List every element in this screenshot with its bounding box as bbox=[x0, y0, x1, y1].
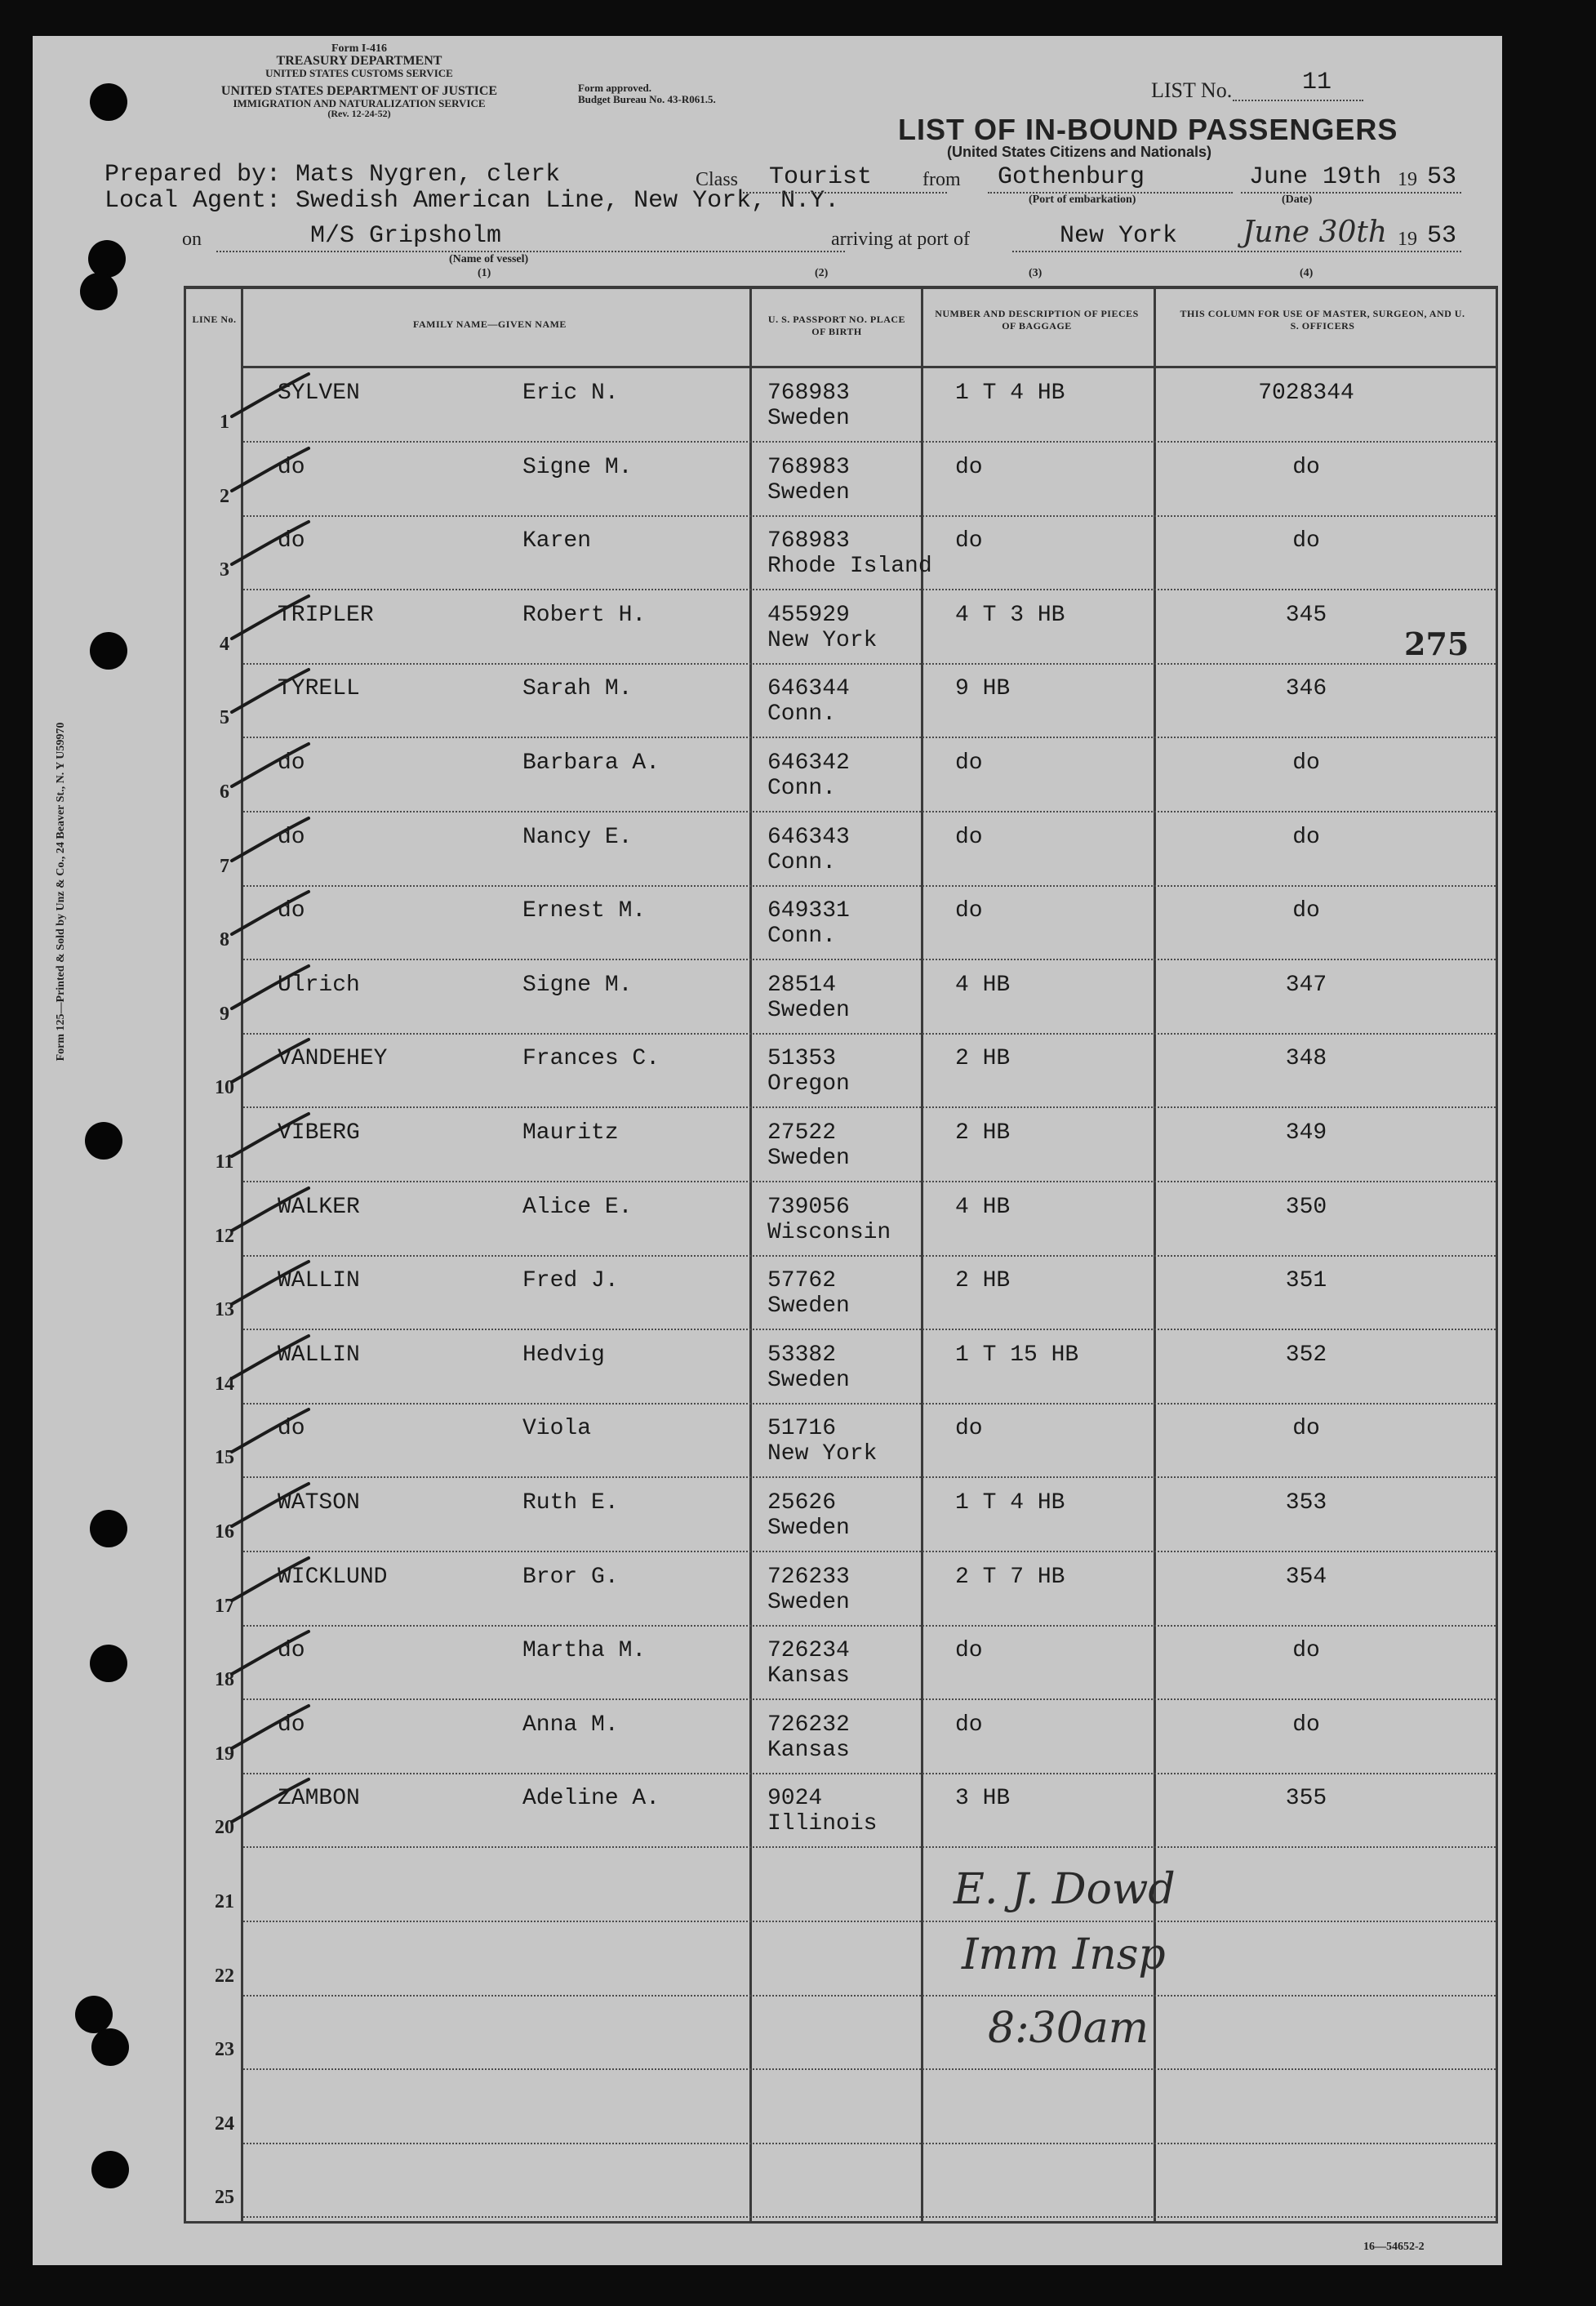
table-row bbox=[33, 961, 1502, 1035]
caption-2: (2) bbox=[815, 267, 829, 279]
table-row bbox=[33, 369, 1502, 443]
footer-code: 16—54652-2 bbox=[1363, 2241, 1425, 2253]
family-name: VANDEHEY bbox=[278, 1046, 388, 1072]
check-mark-icon bbox=[225, 371, 315, 420]
family-name: WICKLUND bbox=[278, 1564, 388, 1590]
baggage: 4 T 3 HB bbox=[955, 602, 1065, 628]
passport-birth bbox=[767, 1712, 850, 1763]
baggage: do bbox=[955, 1416, 983, 1442]
officer-entry: do bbox=[1292, 454, 1320, 480]
table-row bbox=[33, 443, 1502, 517]
officer-entry: 347 bbox=[1285, 972, 1327, 998]
table-row bbox=[33, 1183, 1502, 1257]
officer-entry: do bbox=[1292, 824, 1320, 850]
vessel-line bbox=[216, 251, 845, 252]
passport-number: 646343 bbox=[767, 824, 850, 850]
baggage: do bbox=[955, 824, 983, 850]
row-rule bbox=[243, 2216, 1496, 2218]
family-name: do bbox=[278, 528, 305, 554]
family-name: do bbox=[278, 750, 305, 776]
line-number: 19 bbox=[215, 1743, 234, 1765]
officer-entry: do bbox=[1292, 898, 1320, 924]
dept-line1: TREASURY DEPARTMENT bbox=[276, 54, 442, 68]
given-name: Alice E. bbox=[522, 1194, 633, 1220]
table-row bbox=[33, 517, 1502, 590]
passport-number: 739056 bbox=[767, 1194, 850, 1220]
given-name: Ernest M. bbox=[522, 898, 647, 924]
place-of-birth: Sweden bbox=[767, 1367, 850, 1393]
given-name: Karen bbox=[522, 528, 592, 554]
line-number: 23 bbox=[215, 2039, 234, 2061]
place-of-birth: Kansas bbox=[767, 1663, 850, 1689]
passport-birth bbox=[767, 528, 932, 579]
passport-number: 28514 bbox=[767, 972, 837, 998]
from-label: from bbox=[922, 169, 961, 190]
table-row bbox=[33, 1109, 1502, 1182]
family-name: WATSON bbox=[278, 1490, 360, 1516]
passport-birth bbox=[767, 973, 850, 1023]
from-value: Gothenburg bbox=[998, 163, 1145, 191]
check-mark-icon bbox=[225, 1703, 315, 1752]
vessel-name: M/S Gripsholm bbox=[310, 222, 502, 250]
place-of-birth: Sweden bbox=[767, 1146, 850, 1171]
officer-entry: 352 bbox=[1285, 1342, 1327, 1368]
table-row bbox=[33, 665, 1502, 738]
page-title: LIST OF IN-BOUND PASSENGERS bbox=[898, 113, 1398, 146]
officer-entry: do bbox=[1292, 1712, 1320, 1738]
place-of-birth: Conn. bbox=[767, 849, 837, 875]
col-header-line-no: LINE No. bbox=[192, 314, 237, 325]
line-number: 10 bbox=[215, 1077, 234, 1099]
printer-side-text: Form 125—Printed & Sold by Unz & Co., 24 Beaver St., N. Y U59970 bbox=[55, 722, 67, 1062]
place-of-birth: Conn. bbox=[767, 701, 837, 728]
passport-number: 768983 bbox=[767, 454, 850, 480]
class-line bbox=[743, 192, 947, 194]
family-name: do bbox=[278, 824, 305, 850]
passport-birth bbox=[767, 750, 850, 801]
passport-number: 53382 bbox=[767, 1342, 837, 1368]
place-of-birth: Illinois bbox=[767, 1811, 878, 1837]
vessel-caption: (Name of vessel) bbox=[449, 253, 529, 265]
officer-entry: 7028344 bbox=[1258, 381, 1354, 406]
line-number: 5 bbox=[220, 707, 229, 729]
passport-number: 726233 bbox=[767, 1564, 850, 1590]
baggage: 2 HB bbox=[955, 1268, 1011, 1294]
given-name: Signe M. bbox=[522, 454, 633, 480]
revision: (Rev. 12-24-52) bbox=[327, 108, 391, 119]
family-name: WALLIN bbox=[278, 1342, 360, 1368]
passport-birth bbox=[767, 825, 850, 875]
passport-birth bbox=[767, 1268, 850, 1319]
given-name: Adeline A. bbox=[522, 1786, 660, 1812]
baggage: do bbox=[955, 1638, 983, 1664]
family-name: VIBERG bbox=[278, 1120, 360, 1146]
family-name: ZAMBON bbox=[278, 1786, 360, 1812]
family-name: Ulrich bbox=[278, 972, 360, 998]
check-mark-icon bbox=[225, 1628, 315, 1677]
passport-birth bbox=[767, 381, 850, 431]
given-name: Eric N. bbox=[522, 381, 619, 406]
col-header-name: FAMILY NAME—GIVEN NAME bbox=[413, 318, 567, 330]
approved-line1: Form approved. bbox=[578, 82, 652, 94]
check-mark-icon bbox=[225, 593, 315, 642]
arrival-port: New York bbox=[1060, 222, 1178, 250]
check-mark-icon bbox=[225, 1258, 315, 1307]
form-id: Form I-416 bbox=[331, 42, 388, 55]
family-name: do bbox=[278, 1712, 305, 1738]
justice-line1: UNITED STATES DEPARTMENT OF JUSTICE bbox=[220, 84, 498, 98]
list-no-label: LIST No. bbox=[1151, 78, 1233, 102]
check-mark-icon bbox=[225, 815, 315, 864]
list-no-value: 11 bbox=[1302, 69, 1332, 96]
line-number: 21 bbox=[215, 1891, 234, 1912]
table-row bbox=[33, 1405, 1502, 1478]
given-name: Viola bbox=[522, 1416, 592, 1442]
check-mark-icon bbox=[225, 888, 315, 937]
place-of-birth: New York bbox=[767, 1441, 878, 1467]
officer-entry: 348 bbox=[1285, 1046, 1327, 1072]
date-caption: (Date) bbox=[1282, 194, 1313, 206]
caption-3: (3) bbox=[1029, 267, 1043, 279]
check-mark-icon bbox=[225, 1111, 315, 1160]
passport-birth bbox=[767, 1195, 891, 1245]
baggage: do bbox=[955, 1712, 983, 1738]
passport-birth bbox=[767, 1786, 877, 1836]
place-of-birth: Conn. bbox=[767, 924, 837, 950]
table-row bbox=[33, 1701, 1502, 1774]
officer-entry: 351 bbox=[1285, 1268, 1327, 1294]
passport-number: 768983 bbox=[767, 381, 850, 406]
check-mark-icon bbox=[225, 1555, 315, 1604]
family-name: do bbox=[278, 1638, 305, 1664]
date-line bbox=[1241, 192, 1461, 194]
officer-entry: do bbox=[1292, 1416, 1320, 1442]
family-name: TYRELL bbox=[278, 676, 360, 702]
table-row bbox=[33, 1331, 1502, 1405]
check-mark-icon bbox=[225, 1406, 315, 1455]
baggage: 2 T 7 HB bbox=[955, 1564, 1065, 1590]
check-mark-icon bbox=[225, 1185, 315, 1234]
given-name: Mauritz bbox=[522, 1120, 619, 1146]
place-of-birth: Kansas bbox=[767, 1737, 850, 1763]
table-top-rule bbox=[184, 286, 1498, 289]
approved-line2: Budget Bureau No. 43-R061.5. bbox=[578, 93, 716, 105]
passport-number: 9024 bbox=[767, 1786, 823, 1812]
passenger-rows bbox=[33, 369, 1502, 2221]
given-name: Frances C. bbox=[522, 1046, 660, 1072]
table-row bbox=[33, 1627, 1502, 1700]
class-label: Class bbox=[696, 169, 739, 190]
baggage: 1 T 15 HB bbox=[955, 1342, 1079, 1368]
place-of-birth: Sweden bbox=[767, 997, 850, 1023]
date-year: 53 bbox=[1427, 163, 1457, 191]
prepared-by: Prepared by: Mats Nygren, clerk bbox=[104, 161, 561, 189]
table-row bbox=[33, 2071, 1502, 2144]
family-name: do bbox=[278, 898, 305, 924]
officer-entry: 345 bbox=[1285, 602, 1327, 628]
line-number: 22 bbox=[215, 1965, 234, 1987]
line-number: 11 bbox=[215, 1151, 234, 1173]
passport-birth bbox=[767, 676, 850, 727]
punch-hole bbox=[90, 83, 127, 121]
line-number: 15 bbox=[215, 1447, 234, 1469]
inspector-signature: E. J. Dowd bbox=[954, 1865, 1176, 1914]
given-name: Sarah M. bbox=[522, 676, 633, 702]
passport-number: 57762 bbox=[767, 1268, 837, 1294]
family-name: TRIPLER bbox=[278, 602, 374, 628]
arrival-date: June 30th bbox=[1243, 216, 1388, 249]
given-name: Hedvig bbox=[522, 1342, 605, 1368]
check-mark-icon bbox=[225, 741, 315, 790]
given-name: Bror G. bbox=[522, 1564, 619, 1590]
passport-number: 768983 bbox=[767, 528, 850, 554]
family-name: WALKER bbox=[278, 1194, 360, 1220]
place-of-birth: Oregon bbox=[767, 1071, 850, 1097]
arriving-label: arriving at port of bbox=[831, 229, 970, 250]
table-row bbox=[33, 813, 1502, 887]
passport-number: 646342 bbox=[767, 750, 850, 776]
family-name: do bbox=[278, 454, 305, 480]
baggage: 1 T 4 HB bbox=[955, 381, 1065, 406]
baggage: 2 HB bbox=[955, 1046, 1011, 1072]
table-row bbox=[33, 1923, 1502, 1997]
line-number: 1 bbox=[220, 412, 229, 433]
line-number: 3 bbox=[220, 559, 229, 581]
caption-1: (1) bbox=[478, 267, 491, 279]
form-page bbox=[33, 36, 1502, 2265]
passport-birth bbox=[767, 1565, 850, 1615]
line-number: 17 bbox=[215, 1595, 234, 1617]
given-name: Anna M. bbox=[522, 1712, 619, 1738]
punch-hole bbox=[80, 273, 118, 310]
baggage: 3 HB bbox=[955, 1786, 1011, 1812]
baggage: do bbox=[955, 898, 983, 924]
passport-number: 25626 bbox=[767, 1490, 837, 1516]
caption-4: (4) bbox=[1300, 267, 1314, 279]
table-row bbox=[33, 887, 1502, 960]
col-header-baggage: NUMBER AND DESCRIPTION OF PIECES OF BAGGAGE bbox=[935, 308, 1139, 332]
family-name: SYLVEN bbox=[278, 381, 360, 406]
line-number: 25 bbox=[215, 2187, 234, 2209]
table-row bbox=[33, 591, 1502, 665]
dept-line2: UNITED STATES CUSTOMS SERVICE bbox=[265, 67, 453, 79]
passport-number: 646344 bbox=[767, 676, 850, 702]
place-of-birth: New York bbox=[767, 627, 878, 653]
officer-entry: 350 bbox=[1285, 1194, 1327, 1220]
line-number: 18 bbox=[215, 1669, 234, 1691]
baggage: 4 HB bbox=[955, 972, 1011, 998]
passport-number: 726232 bbox=[767, 1712, 850, 1738]
officer-entry: 346 bbox=[1285, 676, 1327, 702]
place-of-birth: Sweden bbox=[767, 406, 850, 431]
check-mark-icon bbox=[225, 519, 315, 568]
officer-entry: 353 bbox=[1285, 1490, 1327, 1516]
on-label: on bbox=[182, 229, 202, 250]
table-row bbox=[33, 1035, 1502, 1108]
check-mark-icon bbox=[225, 963, 315, 1012]
family-name: WALLIN bbox=[278, 1268, 360, 1294]
officer-entry: 349 bbox=[1285, 1120, 1327, 1146]
baggage: do bbox=[955, 750, 983, 776]
officer-entry: 354 bbox=[1285, 1564, 1327, 1590]
place-of-birth: Rhode Island bbox=[767, 554, 932, 580]
col-header-officers: THIS COLUMN FOR USE OF MASTER, SURGEON, AND U. S. OFFICERS bbox=[1180, 308, 1465, 332]
place-of-birth: Sweden bbox=[767, 1516, 850, 1541]
header-bottom-rule bbox=[241, 366, 1498, 368]
given-name: Nancy E. bbox=[522, 824, 633, 850]
margin-number: 275 bbox=[1404, 625, 1469, 662]
arrival-line bbox=[1012, 251, 1461, 252]
line-number: 14 bbox=[215, 1373, 234, 1395]
given-name: Fred J. bbox=[522, 1268, 619, 1294]
arrival-year-prefix: 19 bbox=[1398, 229, 1417, 250]
baggage: 9 HB bbox=[955, 676, 1011, 702]
class-value: Tourist bbox=[769, 163, 873, 191]
arrival-year: 53 bbox=[1427, 222, 1457, 250]
line-number: 6 bbox=[220, 781, 229, 803]
passport-birth bbox=[767, 1120, 850, 1171]
officer-entry: do bbox=[1292, 528, 1320, 554]
given-name: Signe M. bbox=[522, 972, 633, 998]
col-header-passport: U. S. PASSPORT NO. PLACE OF BIRTH bbox=[767, 314, 906, 337]
line-number: 7 bbox=[220, 855, 229, 877]
place-of-birth: Sweden bbox=[767, 479, 850, 505]
passport-number: 726234 bbox=[767, 1638, 850, 1664]
line-number: 12 bbox=[215, 1225, 234, 1247]
passport-number: 51353 bbox=[767, 1046, 837, 1072]
table-row bbox=[33, 1553, 1502, 1627]
line-number: 16 bbox=[215, 1521, 234, 1543]
given-name: Barbara A. bbox=[522, 750, 660, 776]
passport-birth bbox=[767, 1046, 850, 1097]
table-row bbox=[33, 1849, 1502, 1922]
place-of-birth: Sweden bbox=[767, 1293, 850, 1320]
officer-entry: do bbox=[1292, 750, 1320, 776]
baggage: do bbox=[955, 528, 983, 554]
table-row bbox=[33, 1479, 1502, 1552]
passport-birth bbox=[767, 1416, 877, 1467]
passport-number: 649331 bbox=[767, 898, 850, 924]
punch-hole bbox=[88, 240, 126, 278]
line-number: 20 bbox=[215, 1817, 234, 1839]
check-mark-icon bbox=[225, 666, 315, 715]
inspector-title: Imm Insp bbox=[962, 1930, 1166, 1979]
given-name: Martha M. bbox=[522, 1638, 647, 1664]
page-subtitle: (United States Citizens and Nationals) bbox=[947, 144, 1212, 160]
baggage: 1 T 4 HB bbox=[955, 1490, 1065, 1516]
table-bottom-rule bbox=[184, 2221, 1498, 2224]
check-mark-icon bbox=[225, 1333, 315, 1382]
baggage: do bbox=[955, 454, 983, 480]
place-of-birth: Conn. bbox=[767, 776, 837, 801]
officer-entry: do bbox=[1292, 1638, 1320, 1664]
passport-birth bbox=[767, 1638, 850, 1689]
table-row bbox=[33, 739, 1502, 812]
line-number: 24 bbox=[215, 2112, 234, 2135]
passport-number: 455929 bbox=[767, 602, 850, 628]
line-number: 2 bbox=[220, 485, 229, 507]
table-row bbox=[33, 1774, 1502, 1848]
line-number: 4 bbox=[220, 633, 229, 655]
table-row bbox=[33, 1257, 1502, 1330]
officer-entry: 355 bbox=[1285, 1786, 1327, 1812]
line-number: 9 bbox=[220, 1003, 229, 1025]
baggage: 4 HB bbox=[955, 1194, 1011, 1220]
passport-birth bbox=[767, 1342, 850, 1393]
port-embark-caption: (Port of embarkation) bbox=[1029, 194, 1136, 206]
check-mark-icon bbox=[225, 1776, 315, 1825]
passport-birth bbox=[767, 898, 850, 949]
family-name: do bbox=[278, 1416, 305, 1442]
passport-birth bbox=[767, 1490, 850, 1541]
local-agent: Local Agent: Swedish American Line, New York, N.Y. bbox=[104, 187, 840, 215]
table-row bbox=[33, 1997, 1502, 2070]
passport-birth bbox=[767, 455, 850, 505]
passport-birth bbox=[767, 603, 877, 653]
given-name: Ruth E. bbox=[522, 1490, 619, 1516]
check-mark-icon bbox=[225, 445, 315, 494]
date-value: June 19th bbox=[1249, 163, 1382, 191]
line-number: 13 bbox=[215, 1299, 234, 1321]
given-name: Robert H. bbox=[522, 602, 647, 628]
date-year-prefix: 19 bbox=[1398, 169, 1417, 190]
inspection-time: 8:30am bbox=[988, 2004, 1149, 2053]
check-mark-icon bbox=[225, 1036, 315, 1085]
baggage: 2 HB bbox=[955, 1120, 1011, 1146]
justice-line2: IMMIGRATION AND NATURALIZATION SERVICE bbox=[233, 97, 486, 109]
list-no-line bbox=[1233, 100, 1363, 101]
passport-number: 27522 bbox=[767, 1120, 837, 1146]
passport-number: 51716 bbox=[767, 1416, 837, 1442]
place-of-birth: Wisconsin bbox=[767, 1219, 891, 1245]
check-mark-icon bbox=[225, 1480, 315, 1529]
table-row bbox=[33, 2144, 1502, 2218]
line-number: 8 bbox=[220, 929, 229, 951]
place-of-birth: Sweden bbox=[767, 1589, 850, 1615]
